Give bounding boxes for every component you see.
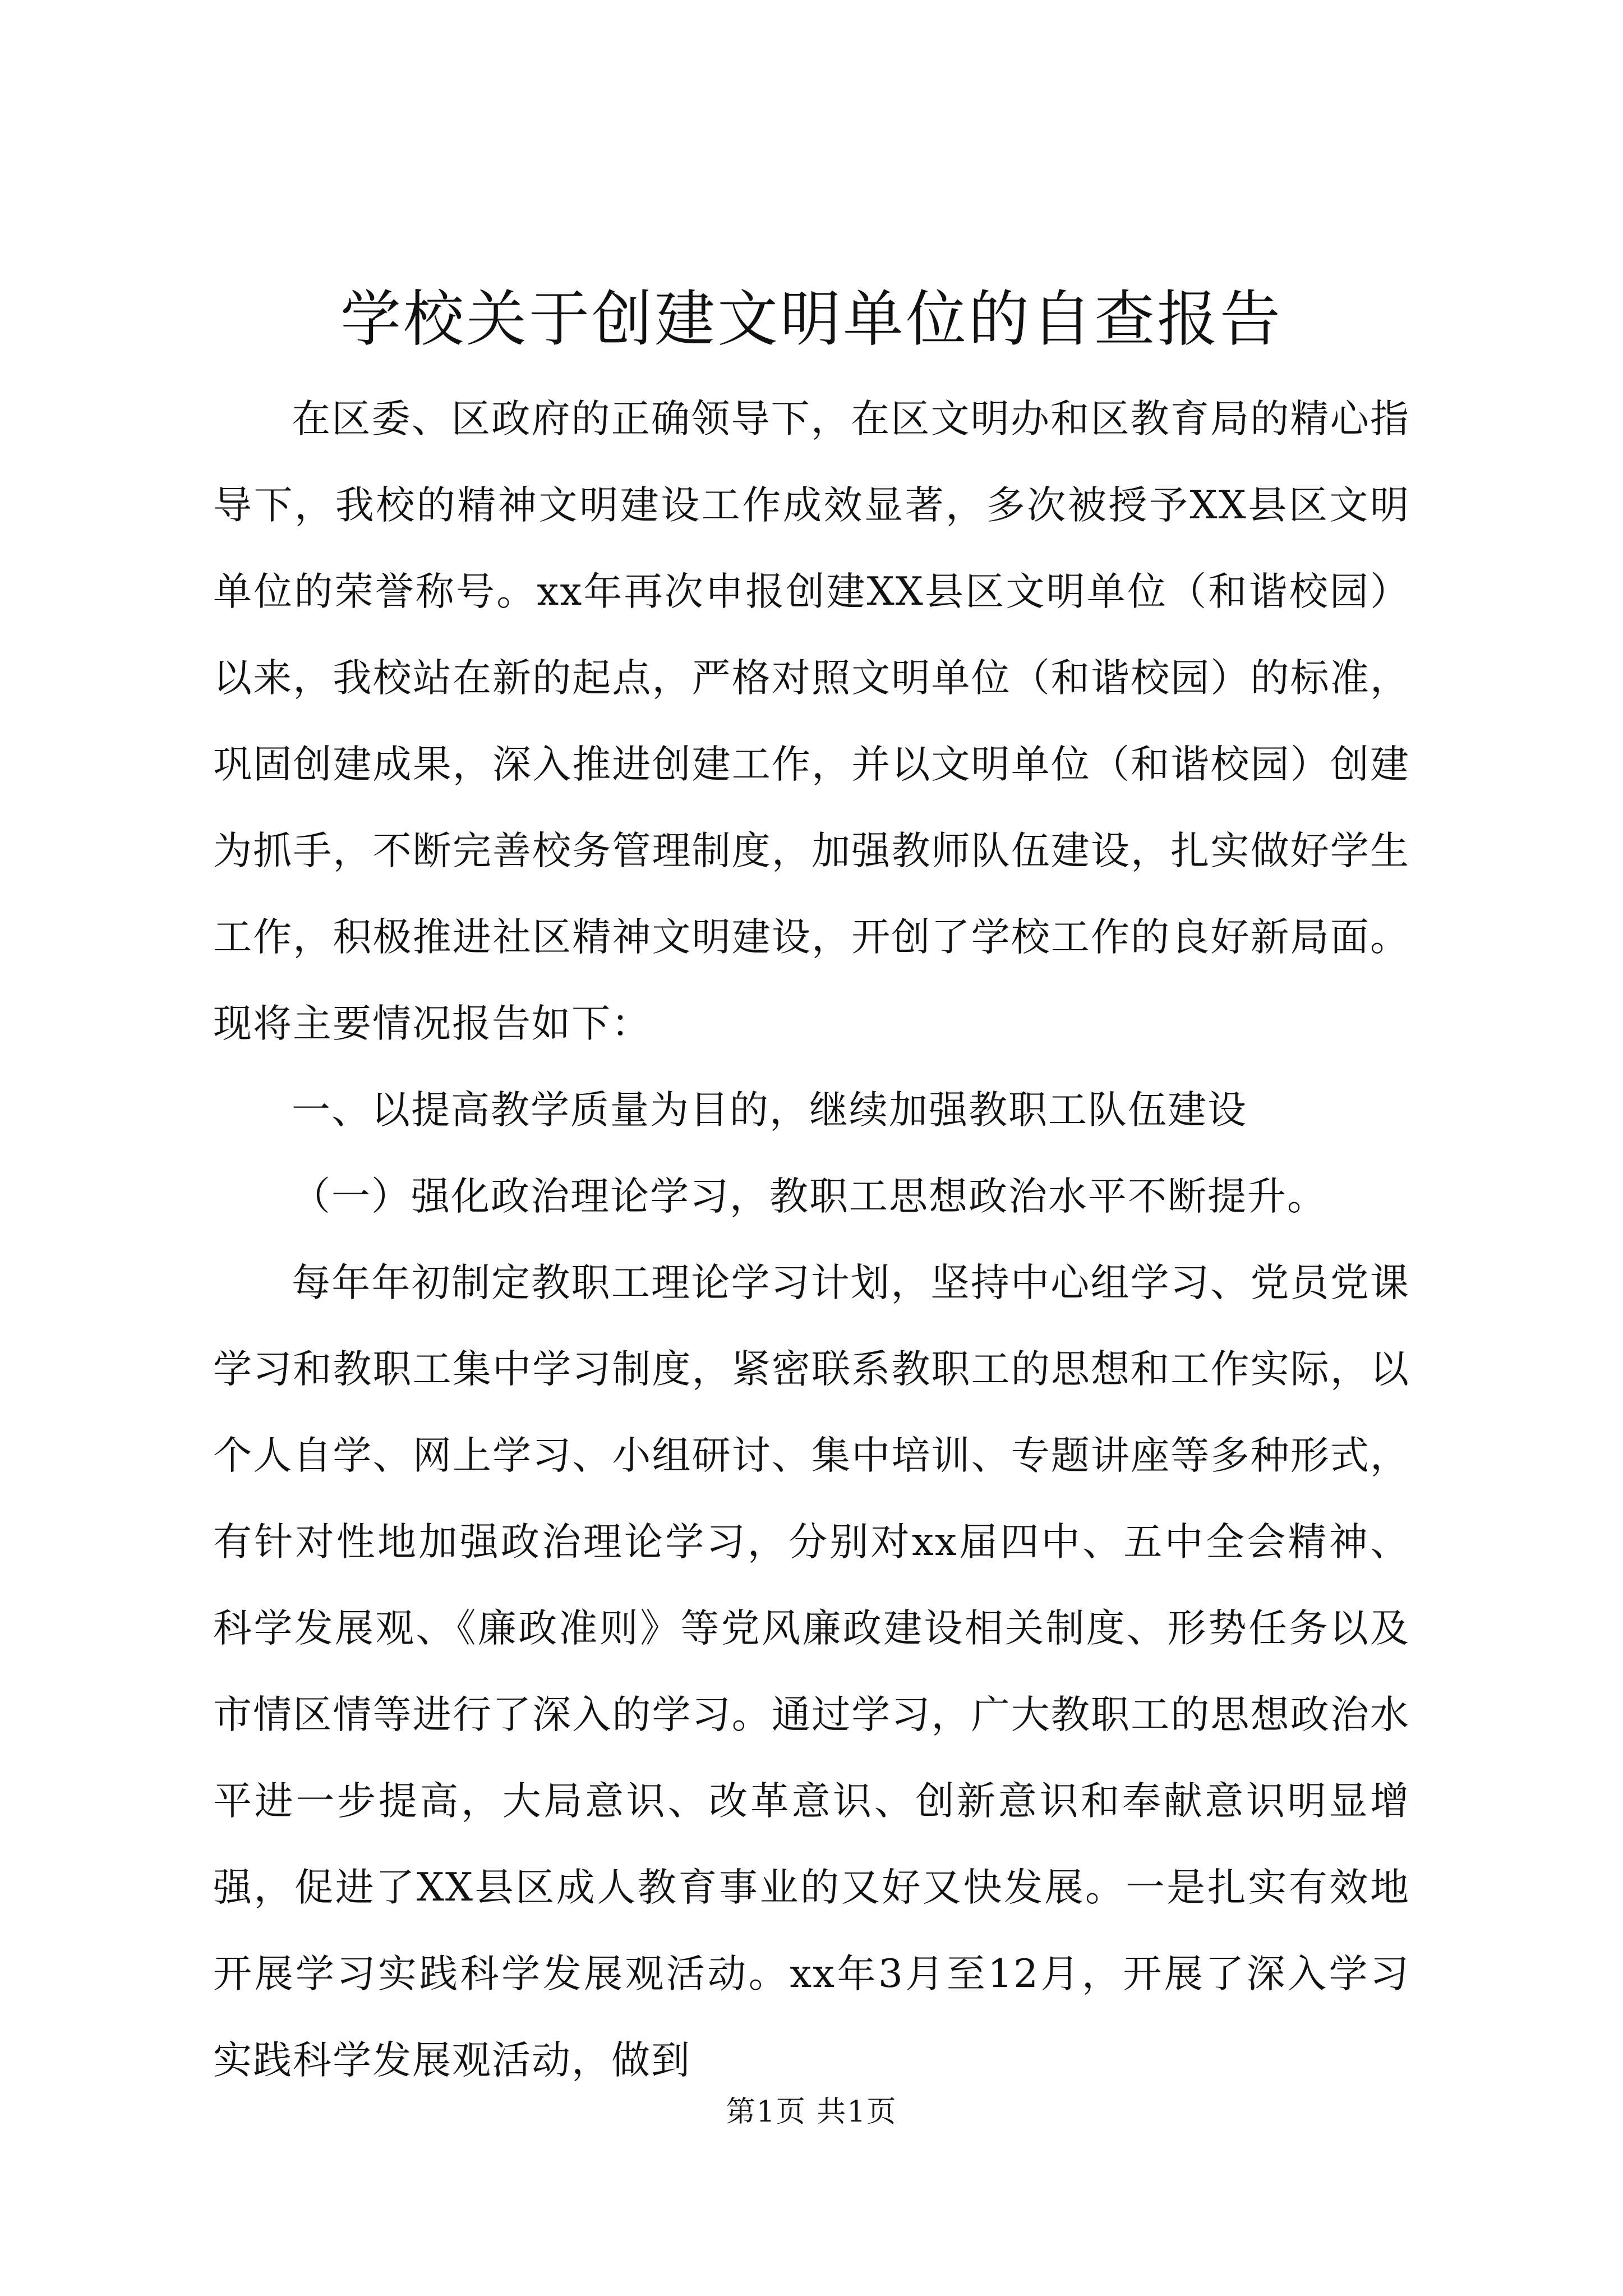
page-footer: 第1页 共1页 [726,2095,897,2129]
subsection-heading-1: （一）强化政治理论学习，教职工思想政治水平不断提升。 [292,1174,1327,1219]
document-body [213,376,1410,2104]
section-heading-1: 一、以提高教学质量为目的，继续加强教职工队伍建设 [292,1088,1247,1133]
intro-paragraph: 在区委、区政府的正确领导下，在区文明办和区教育局的精心指导下，我校的精神文明建设工作成效显著，多次被授予XX县区文明单位的荣誉称号。xx年再次申报创建XX县区文明单位（和谐校园）以来，我校站在新的起点，严格对照文明单位（和谐校园）的标准，巩固创建成果，深入推进创建工作，并以文明单位（和谐校园）创建为抓手，不断完善校务管理制度，加强教师队伍建设，扎实做好学生工作，积极推进社区精神文明建设，开创了学校工作的良好新局面。现将主要情况报告如下： [213,397,1410,1046]
document-title: 学校关于创建文明单位的自查报告 [340,284,1283,355]
body-paragraph: 每年年初制定教职工理论学习计划，坚持中心组学习、党员党课学习和教职工集中学习制度，紧密联系教职工的思想和工作实际，以个人自学、网上学习、小组研讨、集中培训、专题讲座等多种形式，有针对性地加强政治理论学习，分别对xx届四中、五中全会精神、科学发展观、《廉政准则》等党风廉政建设相关制度、形势任务以及市情区情等进行了深入的学习。通过学习，广大教职工的思想政治水平进一步提高，大局意识、改革意识、创新意识和奉献意识明显增强，促进了XX县区成人教育事业的又好又快发展。一是扎实有效地开展学习实践科学发展观活动。xx年3月至12月，开展了深入学习实践科学发展观活动，做到 [213,1260,1410,2083]
